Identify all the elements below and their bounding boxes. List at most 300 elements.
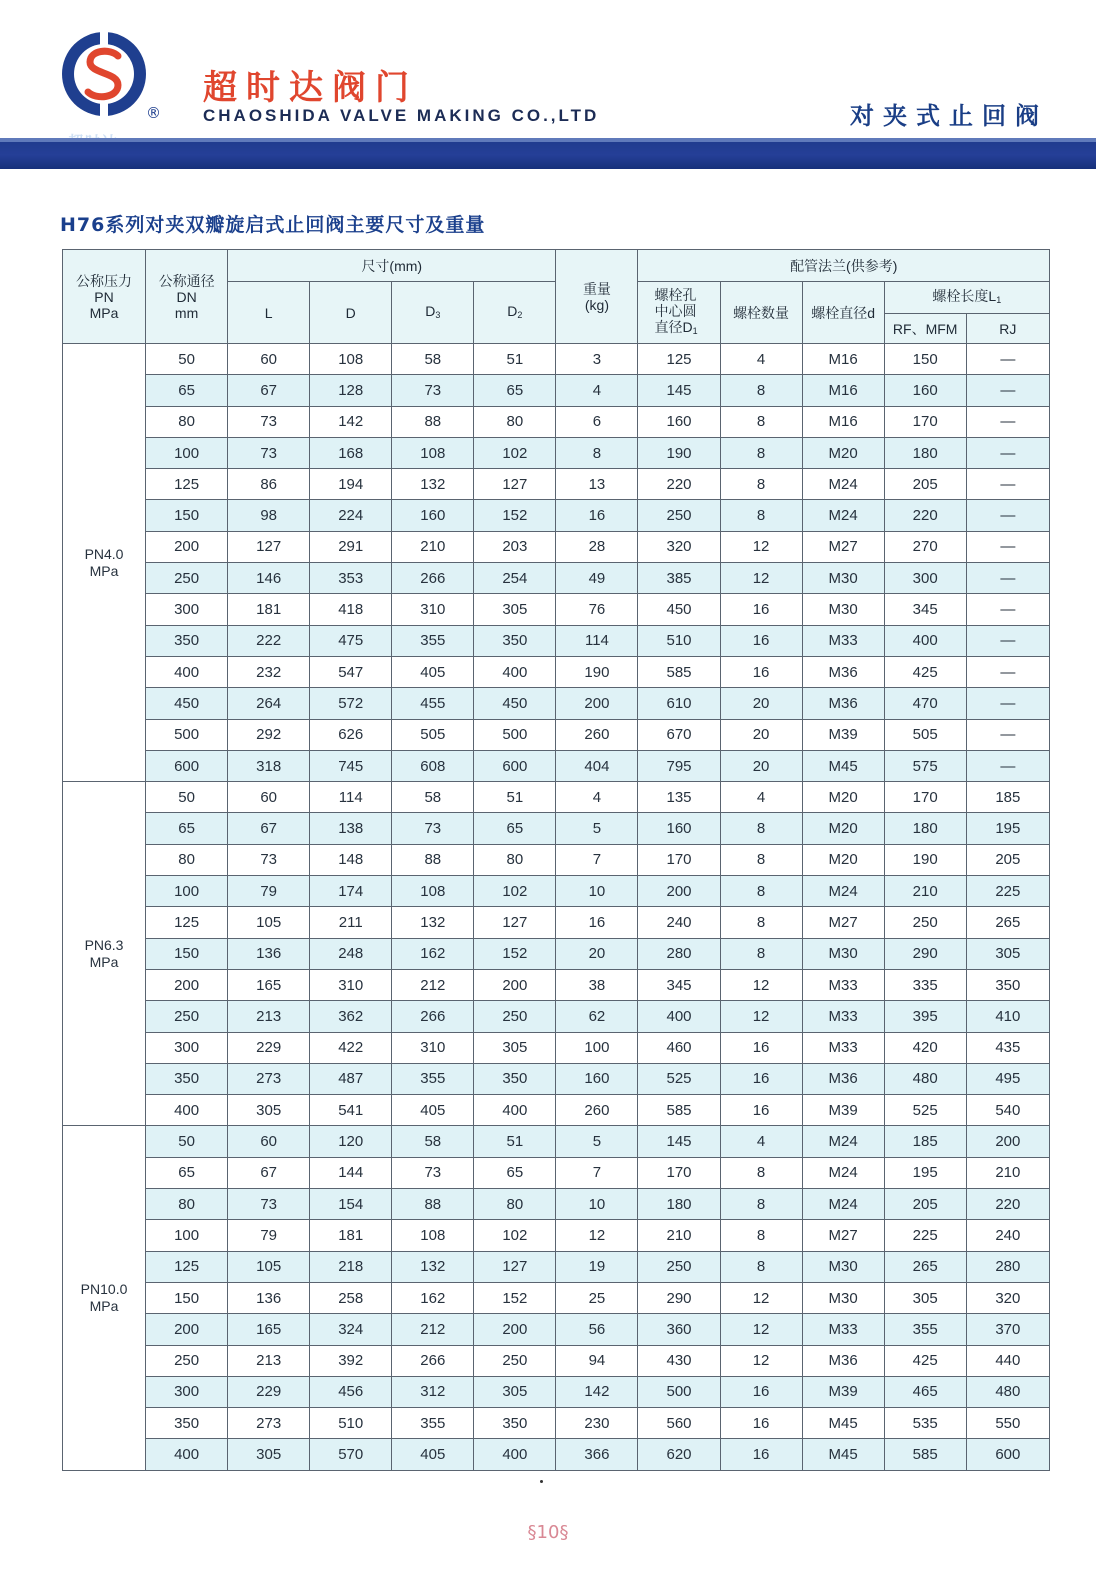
table-cell: 200: [966, 1126, 1049, 1157]
table-cell: 8: [720, 1157, 802, 1188]
table-cell: M27: [802, 1220, 884, 1251]
header-D: D: [310, 282, 392, 344]
header-band-highlight: [0, 138, 1096, 142]
table-cell: 8: [720, 938, 802, 969]
table-cell: 102: [474, 876, 556, 907]
table-cell: 62: [556, 1001, 638, 1032]
header-band: [0, 138, 1096, 169]
table-cell: —: [966, 406, 1049, 437]
pressure-class-cell: [63, 782, 146, 1126]
table-header: [63, 250, 1050, 344]
table-cell: 16: [720, 1032, 802, 1063]
table-row: [63, 1220, 1050, 1251]
table-cell: 168: [310, 437, 392, 468]
table-cell: 229: [228, 1032, 310, 1063]
table-cell: 200: [638, 876, 720, 907]
header-D2: [474, 282, 556, 344]
header-bolt-len: [884, 282, 1049, 314]
table-cell: 105: [228, 1251, 310, 1282]
header-dn-line2: DN: [176, 288, 197, 305]
table-cell: 266: [392, 1001, 474, 1032]
table-cell: 405: [392, 1095, 474, 1126]
table-cell: 370: [966, 1314, 1049, 1345]
table-cell: 16: [720, 594, 802, 625]
registered-mark: ®: [146, 104, 161, 122]
table-row: [63, 750, 1050, 781]
table-cell: M24: [802, 876, 884, 907]
pressure-class-value: PN10.0: [80, 1281, 128, 1298]
table-cell: M24: [802, 1157, 884, 1188]
header-rf-mfm: RF、MFM: [884, 314, 966, 344]
table-cell: 25: [556, 1282, 638, 1313]
table-cell: 222: [228, 625, 310, 656]
table-cell: 132: [392, 907, 474, 938]
table-cell: 125: [638, 344, 720, 375]
table-cell: 145: [638, 375, 720, 406]
page-number: §10§: [527, 1522, 569, 1543]
table-cell: 142: [310, 406, 392, 437]
table-cell: 127: [474, 907, 556, 938]
table-cell: 125: [146, 469, 228, 500]
table-cell: 73: [392, 813, 474, 844]
header-bolt-circle-sub: 1: [692, 325, 698, 336]
header-D3-main: D: [425, 302, 436, 319]
table-cell: 108: [392, 437, 474, 468]
table-cell: 200: [474, 1314, 556, 1345]
table-row: [63, 1314, 1050, 1345]
table-cell: 150: [884, 344, 966, 375]
table-cell: 392: [310, 1345, 392, 1376]
table-cell: M33: [802, 1001, 884, 1032]
table-cell: 200: [556, 688, 638, 719]
table-cell: 152: [474, 500, 556, 531]
table-cell: 229: [228, 1376, 310, 1407]
table-cell: 80: [474, 1189, 556, 1220]
table-cell: 620: [638, 1439, 720, 1470]
table-cell: M33: [802, 625, 884, 656]
table-cell: M33: [802, 1314, 884, 1345]
table-cell: 585: [884, 1439, 966, 1470]
table-cell: M16: [802, 406, 884, 437]
table-cell: 265: [884, 1251, 966, 1282]
table-row: [63, 938, 1050, 969]
table-cell: 250: [474, 1345, 556, 1376]
table-cell: 185: [884, 1126, 966, 1157]
table-cell: 210: [638, 1220, 720, 1251]
header-pn-line1: 公称压力: [76, 272, 133, 289]
table-cell: 49: [556, 563, 638, 594]
table-cell: 205: [884, 469, 966, 500]
table-cell: 88: [392, 406, 474, 437]
table-cell: 4: [720, 1126, 802, 1157]
table-cell: 225: [884, 1220, 966, 1251]
table-cell: 10: [556, 1189, 638, 1220]
table-cell: 203: [474, 531, 556, 562]
table-cell: 4: [556, 782, 638, 813]
table-cell: 510: [310, 1408, 392, 1439]
table-cell: 60: [228, 782, 310, 813]
table-cell: 4: [720, 782, 802, 813]
table-cell: 345: [884, 594, 966, 625]
header-bolt-len-sub: 1: [996, 294, 1002, 305]
table-cell: M24: [802, 1189, 884, 1220]
table-cell: 626: [310, 719, 392, 750]
product-title: 对夹式止回阀: [850, 102, 1048, 130]
table-row: [63, 1095, 1050, 1126]
table-row: [63, 406, 1050, 437]
table-cell: 79: [228, 1220, 310, 1251]
table-cell: 440: [966, 1345, 1049, 1376]
table-cell: 355: [392, 625, 474, 656]
table-cell: M24: [802, 500, 884, 531]
table-cell: 250: [146, 563, 228, 594]
table-cell: 200: [146, 531, 228, 562]
table-cell: 350: [474, 625, 556, 656]
table-cell: 73: [392, 1157, 474, 1188]
table-cell: 170: [884, 782, 966, 813]
table-cell: 254: [474, 563, 556, 594]
table-cell: 8: [720, 876, 802, 907]
pressure-class-cell: [63, 344, 146, 782]
table-cell: 170: [638, 1157, 720, 1188]
table-cell: 5: [556, 1126, 638, 1157]
table-cell: 180: [638, 1189, 720, 1220]
table-cell: 58: [392, 782, 474, 813]
header-pn: [63, 250, 146, 344]
table-cell: 73: [228, 844, 310, 875]
table-cell: 195: [884, 1157, 966, 1188]
table-cell: 12: [556, 1220, 638, 1251]
table-cell: 16: [556, 500, 638, 531]
table-cell: 320: [638, 531, 720, 562]
table-cell: 16: [720, 1439, 802, 1470]
table-cell: 320: [966, 1282, 1049, 1313]
table-cell: 10: [556, 876, 638, 907]
header-bolt-circle-line3-text: 直径D: [654, 318, 693, 335]
table-cell: 12: [720, 1345, 802, 1376]
table-cell: 570: [310, 1439, 392, 1470]
table-cell: 300: [146, 1032, 228, 1063]
table-cell: M39: [802, 1095, 884, 1126]
table-cell: 535: [884, 1408, 966, 1439]
header-pn-line3: MPa: [89, 304, 119, 321]
table-cell: 350: [474, 1408, 556, 1439]
table-row: [63, 1251, 1050, 1282]
table-cell: 8: [720, 907, 802, 938]
header-weight-line2: (kg): [584, 296, 609, 313]
table-cell: 400: [638, 1001, 720, 1032]
table-cell: 212: [392, 1314, 474, 1345]
table-cell: —: [966, 375, 1049, 406]
table-cell: 670: [638, 719, 720, 750]
table-cell: 232: [228, 656, 310, 687]
table-cell: 3: [556, 344, 638, 375]
table-cell: 400: [146, 656, 228, 687]
table-row: [63, 469, 1050, 500]
table-cell: 305: [474, 1032, 556, 1063]
table-cell: 125: [146, 907, 228, 938]
table-cell: 410: [966, 1001, 1049, 1032]
table-cell: 212: [392, 969, 474, 1000]
table-cell: 608: [392, 750, 474, 781]
table-cell: 180: [884, 437, 966, 468]
table-cell: 300: [884, 563, 966, 594]
table-row: [63, 1408, 1050, 1439]
table-cell: M30: [802, 1251, 884, 1282]
table-row: [63, 782, 1050, 813]
table-cell: 264: [228, 688, 310, 719]
table-cell: 350: [146, 625, 228, 656]
table-cell: 210: [392, 531, 474, 562]
table-cell: 460: [638, 1032, 720, 1063]
table-cell: 56: [556, 1314, 638, 1345]
table-cell: 16: [720, 1408, 802, 1439]
table-row: [63, 531, 1050, 562]
table-cell: 280: [638, 938, 720, 969]
table-cell: 94: [556, 1345, 638, 1376]
table-cell: 405: [392, 656, 474, 687]
table-cell: 218: [310, 1251, 392, 1282]
header-bolt-count: 螺栓数量: [720, 282, 802, 344]
table-cell: 20: [556, 938, 638, 969]
table-row: [63, 813, 1050, 844]
table-cell: 88: [392, 1189, 474, 1220]
table-cell: 600: [146, 750, 228, 781]
company-name-en: CHAOSHIDA VALVE MAKING CO.,LTD: [203, 106, 600, 125]
table-cell: M45: [802, 1408, 884, 1439]
table-cell: 50: [146, 782, 228, 813]
table-cell: 505: [392, 719, 474, 750]
table-cell: 8: [720, 469, 802, 500]
table-cell: 145: [638, 1126, 720, 1157]
table-cell: M45: [802, 750, 884, 781]
table-cell: 65: [474, 375, 556, 406]
table-cell: 422: [310, 1032, 392, 1063]
table-cell: 38: [556, 969, 638, 1000]
table-cell: 76: [556, 594, 638, 625]
footer-dot: [540, 1480, 543, 1483]
table-row: [63, 1126, 1050, 1157]
header-flange-group: 配管法兰(供参考): [638, 250, 1050, 282]
header-dn-line3: mm: [174, 304, 199, 321]
table-cell: —: [966, 563, 1049, 594]
table-cell: 300: [146, 1376, 228, 1407]
table-cell: 65: [146, 1157, 228, 1188]
table-cell: 305: [228, 1439, 310, 1470]
table-cell: M39: [802, 719, 884, 750]
table-cell: 73: [228, 1189, 310, 1220]
table-cell: 165: [228, 1314, 310, 1345]
table-cell: 260: [556, 719, 638, 750]
table-row: [63, 563, 1050, 594]
table-cell: 50: [146, 1126, 228, 1157]
header-bolt-circle-line2: 中心圆: [654, 302, 697, 319]
table-cell: 305: [474, 594, 556, 625]
table-cell: 16: [720, 1063, 802, 1094]
table-cell: 80: [146, 406, 228, 437]
table-row: [63, 1063, 1050, 1094]
header-weight: [556, 250, 638, 344]
table-cell: 525: [884, 1095, 966, 1126]
table-cell: 160: [556, 1063, 638, 1094]
table-cell: —: [966, 469, 1049, 500]
table-cell: M16: [802, 344, 884, 375]
table-cell: 60: [228, 344, 310, 375]
header-pn-line2: PN: [94, 288, 114, 305]
table-row: [63, 1189, 1050, 1220]
table-cell: 7: [556, 844, 638, 875]
table-cell: 160: [392, 500, 474, 531]
table-cell: 8: [720, 1220, 802, 1251]
table-cell: 400: [146, 1439, 228, 1470]
table-cell: 98: [228, 500, 310, 531]
table-cell: 291: [310, 531, 392, 562]
table-cell: 120: [310, 1126, 392, 1157]
table-cell: 67: [228, 1157, 310, 1188]
table-cell: 425: [884, 1345, 966, 1376]
table-cell: M36: [802, 1063, 884, 1094]
table-cell: —: [966, 594, 1049, 625]
table-cell: 50: [146, 344, 228, 375]
table-cell: 8: [556, 437, 638, 468]
section-title: H76系列对夹双瓣旋启式止回阀主要尺寸及重量: [60, 214, 486, 236]
table-cell: 132: [392, 469, 474, 500]
table-cell: 73: [228, 406, 310, 437]
table-cell: M20: [802, 813, 884, 844]
table-cell: 16: [720, 1095, 802, 1126]
table-cell: 8: [720, 406, 802, 437]
table-cell: —: [966, 656, 1049, 687]
table-cell: 200: [474, 969, 556, 1000]
table-cell: 500: [638, 1376, 720, 1407]
table-cell: 170: [638, 844, 720, 875]
table-cell: 213: [228, 1001, 310, 1032]
table-cell: 220: [638, 469, 720, 500]
table-cell: 210: [884, 876, 966, 907]
table-cell: 280: [966, 1251, 1049, 1282]
table-cell: M45: [802, 1439, 884, 1470]
table-cell: 400: [474, 1439, 556, 1470]
table-cell: 310: [310, 969, 392, 1000]
table-cell: 12: [720, 1001, 802, 1032]
table-row: [63, 969, 1050, 1000]
table-cell: 127: [474, 1251, 556, 1282]
table-cell: 266: [392, 563, 474, 594]
table-cell: 572: [310, 688, 392, 719]
table-cell: 150: [146, 1282, 228, 1313]
table-cell: 100: [146, 1220, 228, 1251]
table-row: [63, 437, 1050, 468]
table-cell: —: [966, 625, 1049, 656]
table-cell: 312: [392, 1376, 474, 1407]
table-cell: M24: [802, 1126, 884, 1157]
table-cell: M30: [802, 563, 884, 594]
table-cell: 67: [228, 813, 310, 844]
table-cell: 395: [884, 1001, 966, 1032]
table-cell: 305: [228, 1095, 310, 1126]
table-cell: 240: [966, 1220, 1049, 1251]
header-size-group: 尺寸(mm): [228, 250, 556, 282]
table-cell: 248: [310, 938, 392, 969]
table-cell: 250: [638, 500, 720, 531]
table-cell: 128: [310, 375, 392, 406]
table-cell: 108: [392, 1220, 474, 1251]
header-weight-line1: 重量: [582, 280, 611, 297]
table-row: [63, 1282, 1050, 1313]
table-cell: 174: [310, 876, 392, 907]
table-cell: 400: [884, 625, 966, 656]
table-cell: 435: [966, 1032, 1049, 1063]
table-cell: 575: [884, 750, 966, 781]
table-cell: 190: [884, 844, 966, 875]
table-row: [63, 719, 1050, 750]
table-cell: 550: [966, 1408, 1049, 1439]
table-cell: 16: [556, 907, 638, 938]
table-cell: 250: [884, 907, 966, 938]
table-cell: 350: [146, 1063, 228, 1094]
table-cell: 73: [228, 437, 310, 468]
table-cell: M30: [802, 938, 884, 969]
table-cell: 127: [474, 469, 556, 500]
table-cell: 404: [556, 750, 638, 781]
table-cell: 200: [146, 969, 228, 1000]
table-cell: 16: [720, 1376, 802, 1407]
header-bolt-circle-line3: [654, 319, 719, 339]
table-cell: 80: [474, 844, 556, 875]
table-cell: 12: [720, 563, 802, 594]
table-cell: 350: [966, 969, 1049, 1000]
table-cell: 505: [884, 719, 966, 750]
table-cell: 745: [310, 750, 392, 781]
table-cell: 210: [966, 1157, 1049, 1188]
table-cell: 180: [884, 813, 966, 844]
table-cell: —: [966, 344, 1049, 375]
table-cell: 19: [556, 1251, 638, 1282]
table-cell: 8: [720, 375, 802, 406]
table-cell: 16: [720, 656, 802, 687]
table-row: [63, 1345, 1050, 1376]
table-cell: 190: [556, 656, 638, 687]
table-cell: M24: [802, 469, 884, 500]
table-cell: 181: [228, 594, 310, 625]
table-row: [63, 344, 1050, 375]
table-cell: M20: [802, 782, 884, 813]
table-cell: 400: [474, 1095, 556, 1126]
table-cell: 560: [638, 1408, 720, 1439]
table-cell: 400: [474, 656, 556, 687]
table-cell: 86: [228, 469, 310, 500]
table-cell: 51: [474, 782, 556, 813]
table-cell: 135: [638, 782, 720, 813]
table-cell: 475: [310, 625, 392, 656]
table-cell: 305: [884, 1282, 966, 1313]
table-row: [63, 375, 1050, 406]
table-cell: 80: [146, 844, 228, 875]
header-bolt-len-text: 螺栓长度L: [932, 287, 997, 304]
table-cell: 360: [638, 1314, 720, 1345]
table-cell: 88: [392, 844, 474, 875]
table-row: [63, 688, 1050, 719]
table-cell: 132: [392, 1251, 474, 1282]
table-cell: 224: [310, 500, 392, 531]
table-cell: 6: [556, 406, 638, 437]
table-cell: 148: [310, 844, 392, 875]
table-cell: 127: [228, 531, 310, 562]
table-cell: M27: [802, 907, 884, 938]
table-cell: 8: [720, 813, 802, 844]
table-cell: 102: [474, 437, 556, 468]
table-cell: 430: [638, 1345, 720, 1376]
